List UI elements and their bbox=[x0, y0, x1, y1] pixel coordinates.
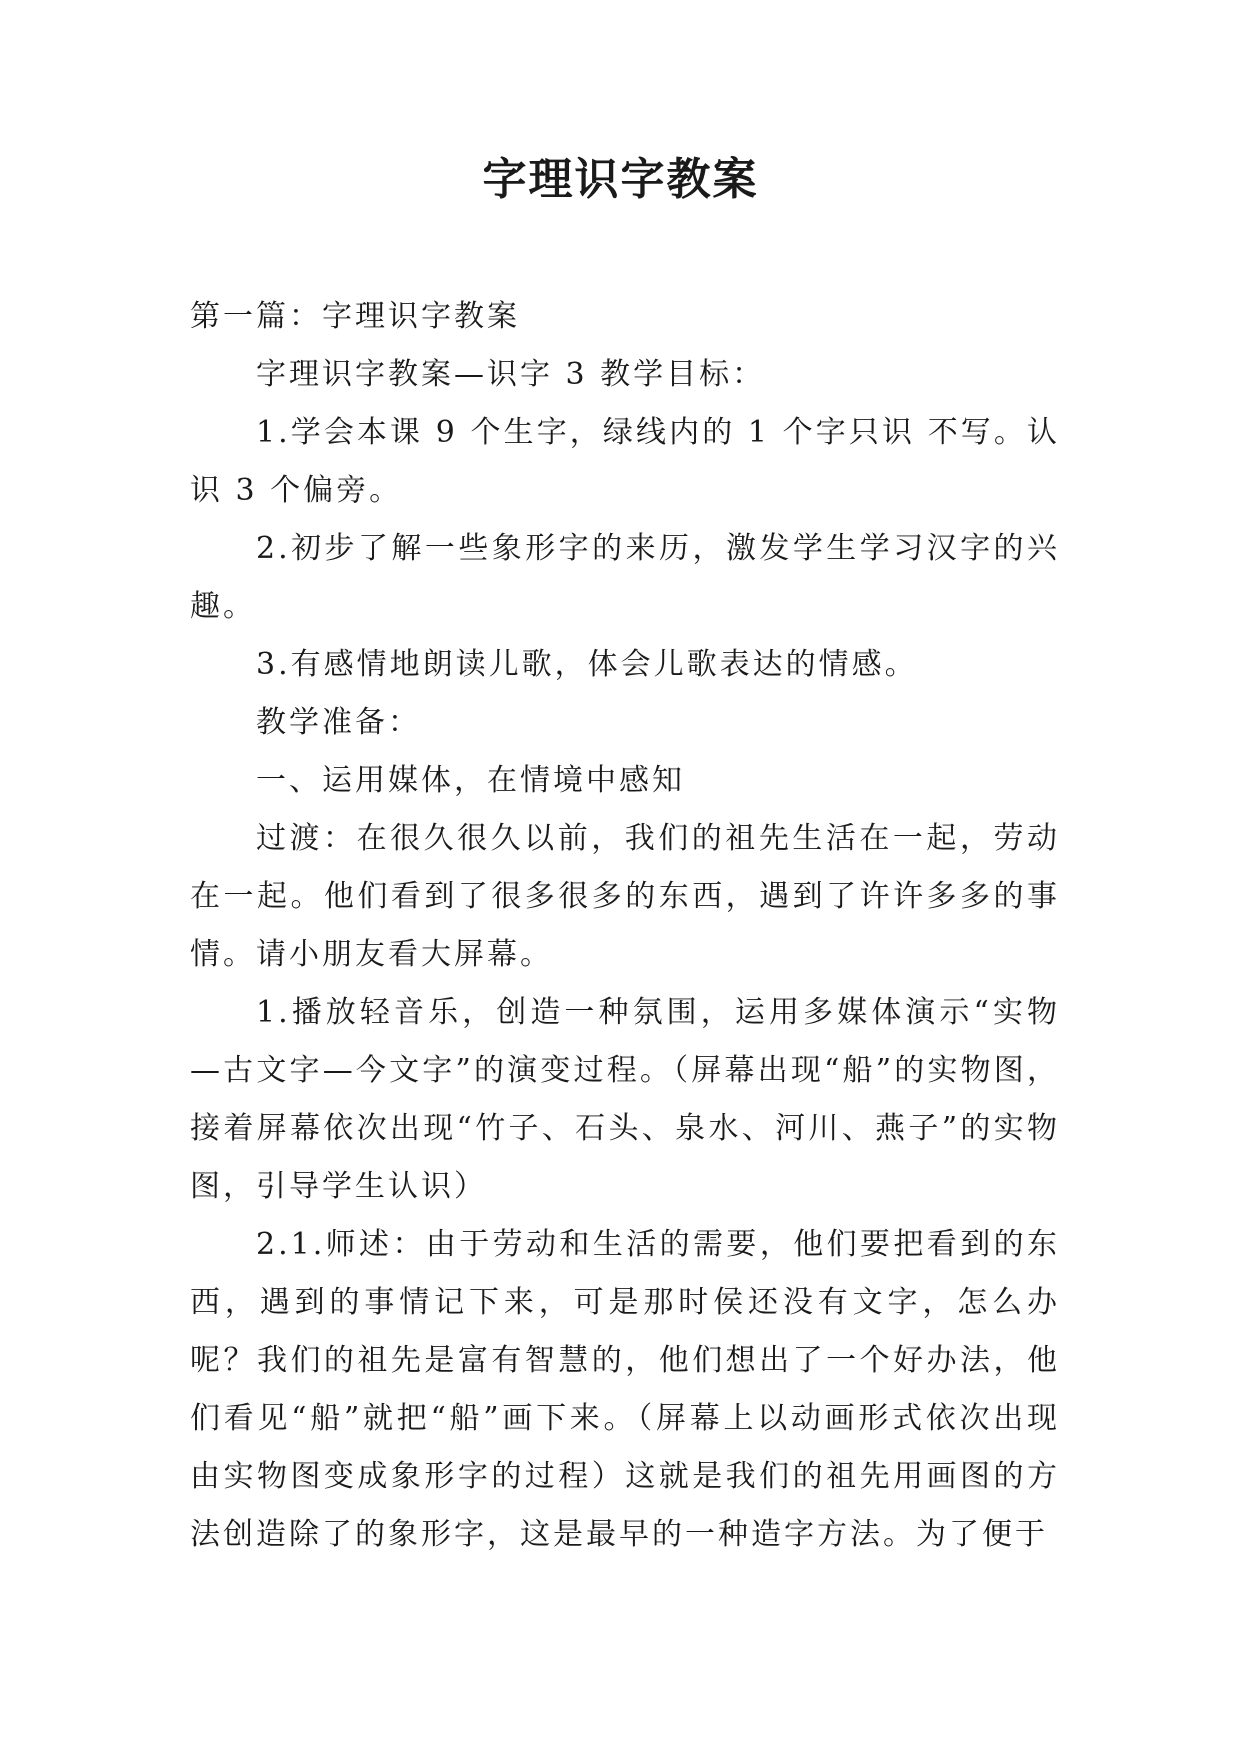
paragraph: 1.播放轻音乐，创造一种氛围，运用多媒体演示“实物—古文字—今文字”的演变过程。（屏幕出现“船”的实物图，接着屏幕依次出现“竹子、石头、泉水、河川、燕子”的实物图，引导学生认识） bbox=[190, 995, 1060, 1204]
paragraph: 2.1.师述：由于劳动和生活的需要，他们要把看到的东西，遇到的事情记下来，可是那时侯还没有文字，怎么办呢？我们的祖先是富有智慧的，他们想出了一个好办法，他们看见“船”就把“船”画下来。（屏幕上以动画形式依次出现由实物图变成象形字的过程）这就是我们的祖先用画图的方法创造除了的象形字，这是最早的一种造字方法。为了便于 bbox=[190, 1227, 1060, 1552]
paragraph: 字理识字教案—识字 3 教学目标： bbox=[256, 357, 766, 392]
paragraph: 2.初步了解一些象形字的来历，激发学生学习汉字的兴趣。 bbox=[190, 531, 1060, 624]
document-body bbox=[190, 288, 1060, 1564]
paragraph: 一、运用媒体，在情境中感知 bbox=[256, 763, 685, 798]
paragraph: 1.学会本课 9 个生字，绿线内的 1 个字只识 不写。认识 3 个偏旁。 bbox=[190, 415, 1060, 508]
document-title: 字理识字教案 bbox=[482, 154, 759, 205]
paragraph: 教学准备： bbox=[256, 705, 421, 740]
paragraph: 3.有感情地朗读儿歌，体会儿歌表达的情感。 bbox=[256, 647, 918, 682]
paragraph: 第一篇：字理识字教案 bbox=[190, 299, 520, 334]
paragraph: 过渡：在很久很久以前，我们的祖先生活在一起，劳动在一起。他们看到了很多很多的东西，遇到了许许多多的事情。请小朋友看大屏幕。 bbox=[190, 821, 1060, 972]
